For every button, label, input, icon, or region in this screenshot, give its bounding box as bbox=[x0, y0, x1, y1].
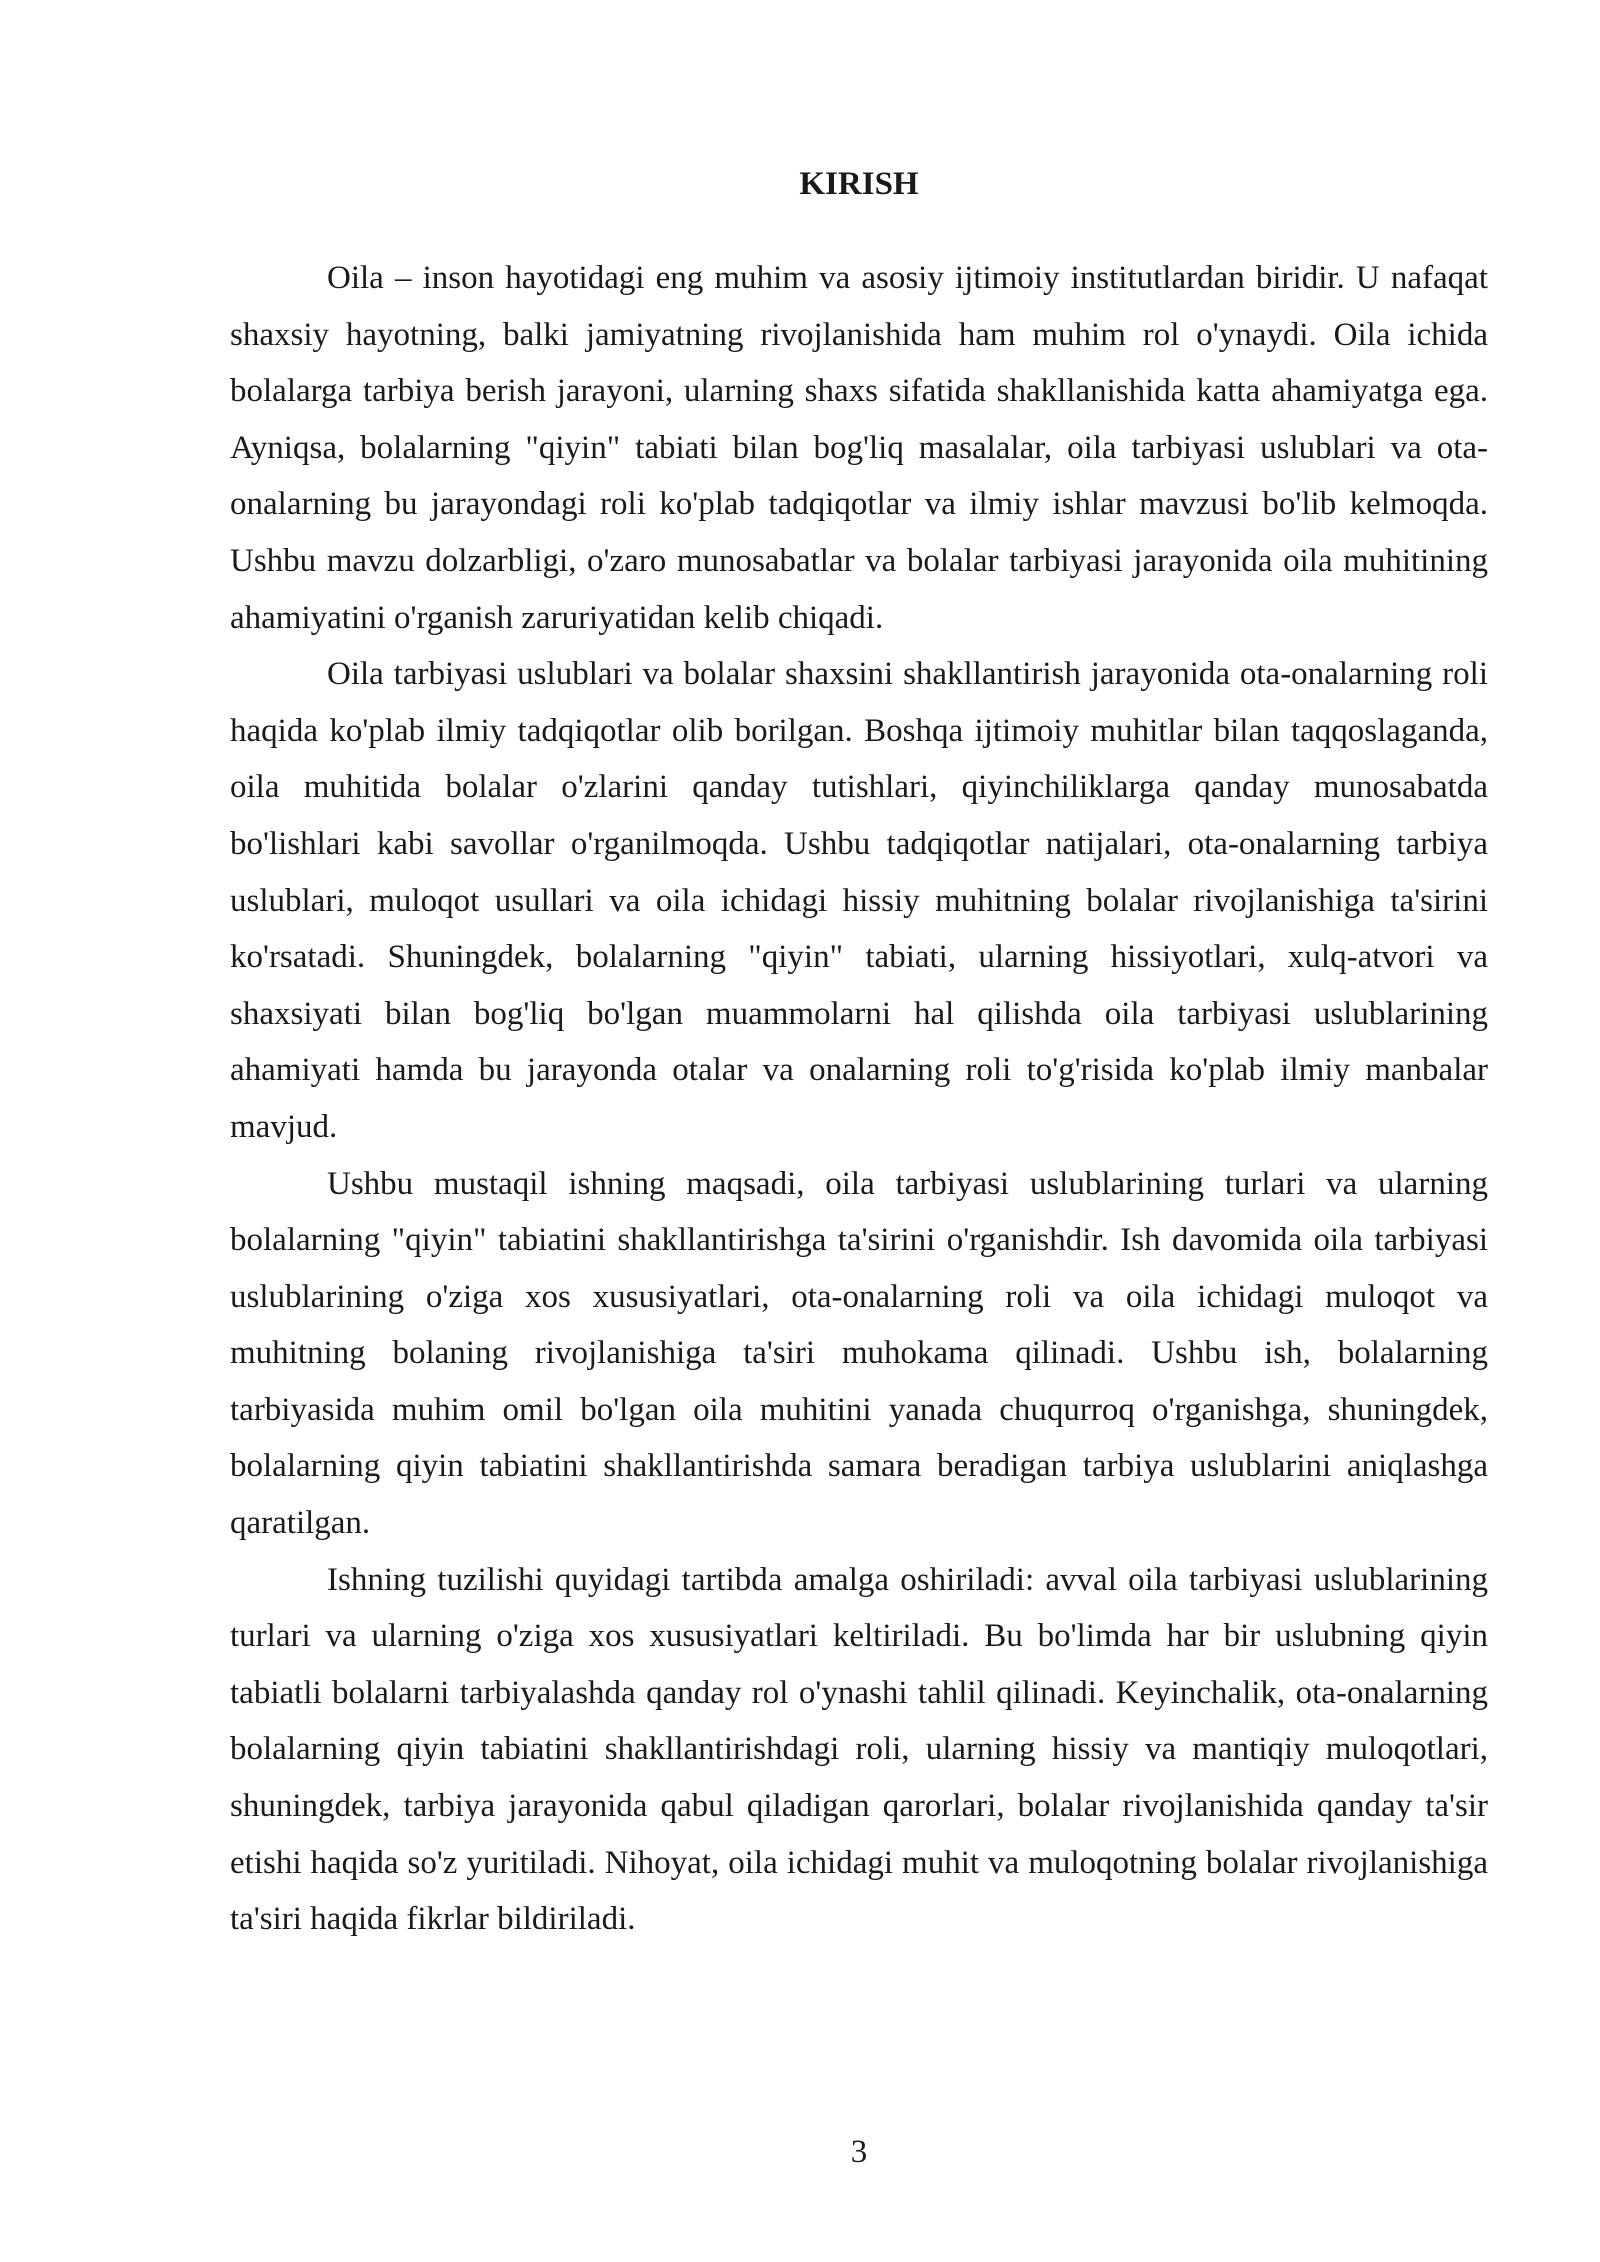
paragraph-1: Oila – inson hayotidagi eng muhim va asosiy ijtimoiy institutlardan biridir. U nafaqat shaxsiy hayotning, balki jamiyatning rivojlanishida ham muhim rol o'ynaydi. Oila ichida bolalarga tarbiya berish jarayoni, ularning shaxs sifatida shakllanishida katta ahamiyatga ega. Ayniqsa, bolalarning "qiyin" tabiati bilan bog'liq masalalar, oila tarbiyasi uslublari va ota-onalarning bu jarayondagi roli ko'plab tadqiqotlar va ilmiy ishlar mavzusi bo'lib kelmoqda. Ushbu mavzu dolzarbligi, o'zaro munosabatlar va bolalar tarbiyasi jarayonida oila muhitining ahamiyatini o'rganish zaruriyatidan kelib chiqadi. bbox=[230, 260, 1488, 636]
section-title: KIRISH bbox=[799, 166, 919, 202]
page-number: 3 bbox=[850, 2134, 868, 2170]
body-text bbox=[230, 250, 1488, 1948]
paragraph-3: Ushbu mustaqil ishning maqsadi, oila tarbiyasi uslublarining turlari va ularning bolalarning "qiyin" tabiatini shakllantirishga ta'sirini o'rganishdir. Ish davomida oila tarbiyasi uslublarining o'ziga xos xususiyatlari, ota-onalarning roli va oila ichidagi muloqot va muhitning bolaning rivojlanishiga ta'siri muhokama qilinadi. Ushbu ish, bolalarning tarbiyasida muhim omil bo'lgan oila muhitini yanada chuqurroq o'rganishga, shuningdek, bolalarning qiyin tabiatini shakllantirishda samara beradigan tarbiya uslublarini aniqlashga qaratilgan. bbox=[230, 1165, 1488, 1542]
paragraph-2: Oila tarbiyasi uslublari va bolalar shaxsini shakllantirish jarayonida ota-onalarning roli haqida ko'plab ilmiy tadqiqotlar olib borilgan. Boshqa ijtimoiy muhitlar bilan taqqoslaganda, oila muhitida bolalar o'zlarini qanday tutishlari, qiyinchiliklarga qanday munosabatda bo'lishlari kabi savollar o'rganilmoqda. Ushbu tadqiqotlar natijalari, ota-onalarning tarbiya uslublari, muloqot usullari va oila ichidagi hissiy muhitning bolalar rivojlanishiga ta'sirini ko'rsatadi. Shuningdek, bolalarning "qiyin" tabiati, ularning hissiyotlari, xulq-atvori va shaxsiyati bilan bog'liq bo'lgan muammolarni hal qilishda oila tarbiyasi uslublarining ahamiyati hamda bu jarayonda otalar va onalarning roli to'g'risida ko'plab ilmiy manbalar mavjud. bbox=[230, 656, 1488, 1145]
document-page bbox=[230, 0, 1488, 2262]
paragraph-4: Ishning tuzilishi quyidagi tartibda amalga oshiriladi: avval oila tarbiyasi uslublarining turlari va ularning o'ziga xos xususiyatlari keltiriladi. Bu bo'limda har bir uslubning qiyin tabiatli bolalarni tarbiyalashda qanday rol o'ynashi tahlil qilinadi. Keyinchalik, ota-onalarning bolalarning qiyin tabiatini shakllantirishdagi roli, ularning hissiy va mantiqiy muloqotlari, shuningdek, tarbiya jarayonida qabul qiladigan qarorlari, bolalar rivojlanishida qanday ta'sir etishi haqida so'z yuritiladi. Nihoyat, oila ichidagi muhit va muloqotning bolalar rivojlanishiga ta'siri haqida fikrlar bildiriladi. bbox=[230, 1561, 1488, 1938]
